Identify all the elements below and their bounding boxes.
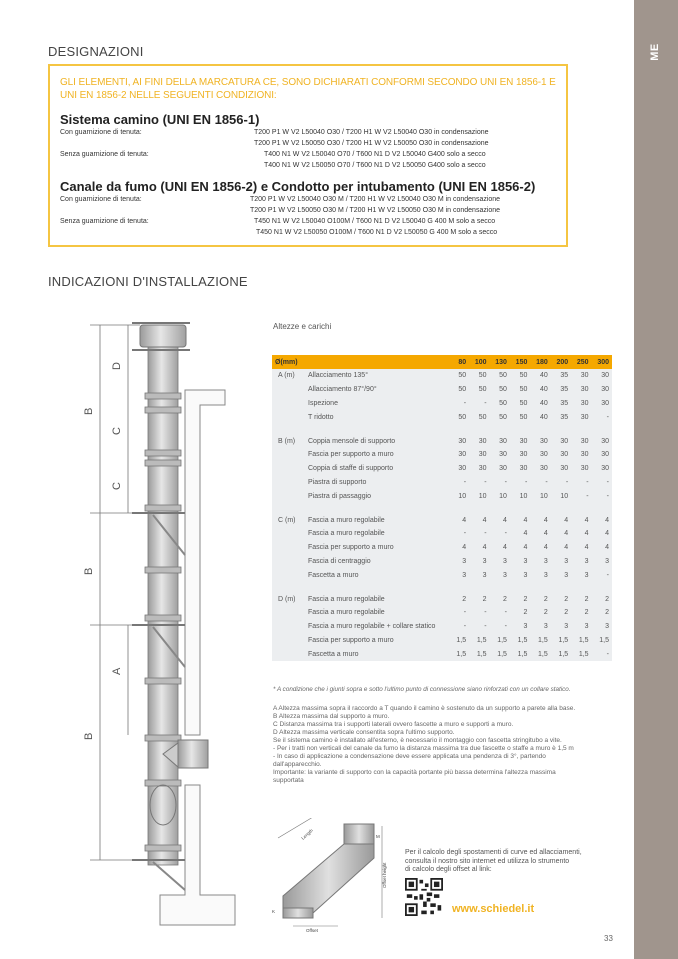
value-cell: 3 [543,557,548,565]
chimney-installation-diagram [60,315,270,945]
section-heading-sistema-camino: Sistema camino (UNI EN 1856-1) [60,112,260,127]
value-cell: - [504,609,507,617]
value-cell: - [463,609,467,617]
value-cell: 30 [478,451,487,459]
value-cell: 30 [519,465,528,473]
offset-calculator-info [405,849,605,875]
value-cell: 10 [539,492,548,500]
value-cell: 4 [584,530,589,538]
value-cell: 4 [564,516,569,524]
value-cell: 3 [462,557,467,565]
calc-line: di calcolo degli offset al link: [405,866,492,873]
value-cell: 3 [605,623,609,631]
value-cell: 1,5 [578,636,589,644]
value-cell: 50 [499,372,507,380]
group-label [272,568,305,582]
group-label [272,634,305,648]
value-cell: 2 [584,595,589,603]
value-cell: 4 [543,530,548,538]
row-name: Allacciamento 87°/90° [308,386,377,394]
dim-label-b: B [83,407,95,415]
value-cell: 3 [584,571,589,579]
designation-row: T200 P1 W V2 L50050 O30 / T200 H1 W V2 L50050 O30 in condensazione [254,140,489,147]
group-label [272,527,305,541]
value-cell: 3 [584,623,589,631]
value-cell: 30 [458,437,467,445]
value-cell: 2 [503,595,507,603]
group-label: B (m) [278,437,296,445]
value-cell: 4 [523,544,528,552]
value-cell: 30 [499,451,507,459]
value-cell: 30 [601,465,609,473]
note-line: - Per i tratti non verticali del canale da fumo la distanza massima tra due fascette o staffe a muro è 1,5 m [273,745,574,752]
value-cell: 50 [478,413,487,421]
value-cell: 4 [584,544,589,552]
value-cell: - [504,478,507,486]
value-cell: - [606,650,609,658]
value-cell: 40 [539,372,548,380]
value-cell: 1,5 [558,636,569,644]
row-name: Fascia per supporto a muro [308,451,394,459]
value-cell: 4 [482,516,487,524]
value-cell: 30 [539,465,548,473]
row-name: Fascetta a muro [308,650,359,658]
row-name: Fascia per supporto a muro [308,636,394,644]
elbow-offset-diagram [258,818,388,938]
page-number: 33 [604,934,613,943]
elbow-label-offset-height: Offset height [382,862,387,888]
value-cell: 2 [543,609,548,617]
value-cell: - [463,623,467,631]
table-row [272,513,612,527]
value-cell: 50 [499,386,507,394]
value-cell: 30 [580,465,589,473]
row-name: Fascia a muro regolabile [308,530,385,538]
header-cell: 130 [490,355,510,369]
value-cell: 4 [564,530,569,538]
header-cell: 200 [551,355,571,369]
value-cell: 50 [519,413,528,421]
value-cell: 3 [462,571,467,579]
row-name: Allacciamento 135° [308,372,368,380]
group-label [272,541,305,555]
intro-line-1: GLI ELEMENTI, AI FINI DELLA MARCATURA CE, SONO DICHIARATI CONFORMI SECONDO UNI EN 1856-1 E [60,77,556,88]
header-cell: 250 [571,355,591,369]
value-cell: 4 [564,544,569,552]
value-cell: 4 [605,530,609,538]
header-cell: 180 [530,355,550,369]
value-cell: - [606,478,609,486]
value-cell: - [586,492,589,500]
side-tab [634,0,678,959]
table-row [272,527,612,541]
calc-line: consulta il nostro sito internet ed utilizza lo strumento [405,857,570,865]
value-cell: 1,5 [599,636,609,644]
heights-loads-table [272,355,612,661]
value-cell: 30 [519,451,528,459]
value-cell: - [484,609,487,617]
elbow-label-length: Length [300,827,314,841]
value-cell: 40 [539,413,548,421]
value-cell: 4 [543,516,548,524]
row-name: Fascia a muro regolabile [308,516,385,524]
value-cell: - [463,478,467,486]
value-cell: 3 [543,571,548,579]
row-name: Coppia di staffe di supporto [308,465,394,473]
group-label [272,555,305,569]
value-cell: 30 [601,399,609,407]
calc-line: Per il calcolo degli spostamenti di curve ed allacciamenti, [405,849,582,856]
note-line: supportata [273,777,304,784]
value-cell: 30 [499,437,507,445]
designation-row: Con guarnizione di tenuta: T200 P1 W V2 L50040 O30 M / T200 H1 W V2 L50040 O30 M in condensazione [60,196,501,203]
header-cell: 80 [451,355,469,369]
value-cell: 3 [503,571,507,579]
dim-label-d: D [111,362,123,370]
value-cell: 35 [560,413,569,421]
group-label: C (m) [278,516,296,524]
value-cell: 4 [584,516,589,524]
spacer-row [272,424,612,434]
row-name: Fascia a muro regolabile [308,595,385,603]
value-cell: 1,5 [497,636,507,644]
side-tab-label: ME [648,43,661,61]
value-cell: - [606,492,609,500]
elbow-label-offset: Offset [306,928,318,933]
value-cell: - [504,530,507,538]
value-cell: 4 [605,544,609,552]
value-cell: 10 [560,492,569,500]
table-row [272,620,612,634]
value-cell: - [545,478,548,486]
designation-row: T400 N1 W V2 L50050 O70 / T600 N1 D V2 L50050 G400 solo a secco [264,162,486,169]
table-row [272,434,612,448]
row-name: Piastra di passaggio [308,492,372,500]
spacer-row [272,582,612,592]
value-cell: 30 [601,437,609,445]
group-label [272,620,305,634]
value-cell: 1,5 [578,650,589,658]
value-cell: 1,5 [558,650,569,658]
elbow-label-k: K [272,909,276,914]
table-row [272,383,612,397]
elbow-label-m: M [376,834,380,839]
section-heading-canale-da-fumo: Canale da fumo (UNI EN 1856-2) e Condotto per intubamento (UNI EN 1856-2) [60,179,536,194]
value-cell: 30 [560,451,569,459]
value-cell: 30 [580,413,589,421]
group-label [272,606,305,620]
value-cell: 40 [539,386,548,394]
table-row [272,410,612,424]
value-cell: 3 [523,557,528,565]
value-cell: 3 [564,571,569,579]
designation-row: Con guarnizione di tenuta: T200 P1 W V2 L50040 O30 / T200 H1 W V2 L50040 O30 in condensazione [60,129,489,136]
group-label [272,489,305,503]
value-cell: 30 [580,437,589,445]
value-cell: 30 [499,465,507,473]
table-row [272,462,612,476]
value-cell: 30 [601,372,609,380]
value-cell: 4 [482,544,487,552]
table-title: Altezze e carichi [273,322,332,331]
value-cell: 30 [458,451,467,459]
value-cell: 50 [458,413,467,421]
note-line: B Altezza massima dal supporto a muro. [273,713,390,720]
value-cell: 10 [478,492,487,500]
value-cell: 2 [605,595,609,603]
value-cell: 35 [560,399,569,407]
row-name: Piastra di supporto [308,478,367,486]
value-cell: - [606,413,609,421]
value-cell: 1,5 [456,636,467,644]
header-cell: 300 [592,355,612,369]
value-cell: - [586,478,589,486]
value-cell: 30 [539,437,548,445]
value-cell: 30 [580,386,589,394]
table-row [272,541,612,555]
value-cell: 2 [584,609,589,617]
value-cell: 50 [519,372,528,380]
note-line: Se il sistema camino è installato all'esterno, è necessario il montaggio con fascetta stringitubo a vite. [273,737,562,744]
note-line: D Altezza massima verticale consentita sopra l'ultimo supporto. [273,729,455,736]
value-cell: - [525,478,528,486]
value-cell: 10 [458,492,467,500]
group-label [272,383,305,397]
qr-code-icon[interactable] [405,878,443,916]
value-cell: 50 [519,399,528,407]
value-cell: 3 [523,571,528,579]
table-row [272,448,612,462]
row-name: T ridotto [308,413,334,421]
group-label: D (m) [278,595,296,603]
value-cell: 4 [543,544,548,552]
value-cell: 35 [560,372,569,380]
value-cell: - [606,571,609,579]
designation-row: Senza guarnizione di tenuta: T450 N1 W V2 L50040 O100M / T600 N1 D V2 L50040 G 400 M solo a secco [60,218,496,225]
dim-label-c: C [111,482,123,490]
header-cell: 100 [469,355,489,369]
row-name: Fascia di centraggio [308,557,371,565]
table-row [272,647,612,661]
value-cell: - [565,478,569,486]
value-cell: 3 [564,623,569,631]
value-cell: 2 [605,609,609,617]
dim-label-c: C [111,427,123,435]
header-diameter: Ø(mm) [272,355,451,369]
value-cell: 30 [580,399,589,407]
value-cell: - [463,399,467,407]
table-row [272,397,612,411]
value-cell: 30 [601,386,609,394]
value-cell: 1,5 [476,636,487,644]
note-line: - In caso di applicazione a condensazione deve essere applicata una pendenza di 3°, partendo [273,753,546,760]
value-cell: 4 [462,544,467,552]
value-cell: 2 [564,595,569,603]
value-cell: 2 [564,609,569,617]
installation-notes [273,705,615,785]
value-cell: 10 [519,492,528,500]
value-cell: 3 [482,571,487,579]
table-row [272,568,612,582]
value-cell: 3 [605,557,609,565]
note-line: dall'apparecchio. [273,761,322,768]
group-label: A (m) [278,372,295,380]
row-name: Fascia a muro regolabile [308,609,385,617]
group-label [272,647,305,661]
section-title-designazioni: DESIGNAZIONI [48,44,144,59]
value-cell: - [484,623,487,631]
row-name: Coppia mensole di supporto [308,437,396,445]
row-name: Ispezione [308,399,338,407]
value-cell: 30 [478,437,487,445]
table-row [272,489,612,503]
value-cell: 1,5 [538,650,548,658]
value-cell: 30 [539,451,548,459]
value-cell: 1,5 [538,636,548,644]
group-label [272,476,305,490]
value-cell: 40 [539,399,548,407]
table-row [272,369,612,383]
value-cell: 1,5 [517,636,528,644]
value-cell: 3 [584,557,589,565]
table-row [272,634,612,648]
group-label [272,448,305,462]
table-row [272,555,612,569]
table-row [272,606,612,620]
value-cell: 2 [523,595,528,603]
value-cell: 4 [523,530,528,538]
value-cell: 30 [478,465,487,473]
value-cell: - [504,623,507,631]
intro-line-2: UNI EN 1856-2 NELLE SEGUENTI CONDIZIONI: [60,90,277,101]
designazioni-box [48,64,568,247]
value-cell: - [484,530,487,538]
note-line: Importante: la variante di supporto con la capacità portante più bassa determina l'altezza massima [273,769,556,776]
row-name: Fascetta a muro [308,571,359,579]
value-cell: 3 [503,557,507,565]
designation-row: T450 N1 W V2 L50050 O100M / T600 N1 D V2 L50050 G 400 M solo a secco [256,229,498,236]
value-cell: 30 [580,451,589,459]
value-cell: 1,5 [497,650,507,658]
dim-label-b: B [83,567,95,575]
value-cell: 30 [458,465,467,473]
table-header-row [272,355,612,369]
value-cell: - [484,478,487,486]
value-cell: - [463,530,467,538]
group-label [272,410,305,424]
section-title-installazione: INDICAZIONI D'INSTALLAZIONE [48,274,248,289]
value-cell: 1,5 [456,650,467,658]
intro-text [60,76,556,102]
value-cell: 2 [482,595,487,603]
note-line: C Distanza massima tra i supporti laterali ovvero fascette a muro e supporti a muro. [273,721,514,728]
designation-row: T200 P1 W V2 L50050 O30 M / T200 H1 W V2 L50050 O30 M in condensazione [250,207,501,214]
value-cell: 3 [543,623,548,631]
website-link[interactable]: www.schiedel.it [452,903,535,915]
value-cell: 35 [560,386,569,394]
row-name: Fascia per supporto a muro [308,544,394,552]
value-cell: 4 [605,516,609,524]
value-cell: 50 [458,372,467,380]
value-cell: 50 [499,413,507,421]
dim-label-a: A [111,667,123,675]
value-cell: 50 [458,386,467,394]
value-cell: 50 [499,399,507,407]
value-cell: - [484,399,487,407]
table-row [272,476,612,490]
table-row [272,592,612,606]
note-line: A Altezza massima sopra il raccordo a T quando il camino è sostenuto da un supporto a parete alla base. [273,705,576,712]
row-name: Fascia a muro regolabile + collare statico [308,623,436,631]
value-cell: 2 [462,595,467,603]
value-cell: 50 [478,372,487,380]
value-cell: 1,5 [476,650,487,658]
value-cell: 10 [499,492,507,500]
value-cell: 30 [560,437,569,445]
spacer-row [272,503,612,513]
value-cell: 30 [519,437,528,445]
value-cell: 4 [503,544,507,552]
value-cell: 2 [543,595,548,603]
designation-row: Senza guarnizione di tenuta: T400 N1 W V2 L50040 O70 / T600 N1 D V2 L50040 G400 solo a secco [60,151,486,158]
value-cell: 4 [462,516,467,524]
value-cell: 30 [601,451,609,459]
value-cell: 2 [523,609,528,617]
value-cell: 50 [478,386,487,394]
value-cell: 4 [523,516,528,524]
value-cell: 30 [560,465,569,473]
value-cell: 50 [519,386,528,394]
header-cell: 150 [510,355,530,369]
value-cell: 30 [580,372,589,380]
value-cell: 1,5 [517,650,528,658]
value-cell: 3 [564,557,569,565]
group-label [272,397,305,411]
value-cell: 3 [482,557,487,565]
value-cell: 4 [503,516,507,524]
value-cell: 3 [523,623,528,631]
table-footnote: * A condizione che i giunti sopra e sotto l'ultimo punto di connessione siano rinforzati con un collare statico. [273,686,571,693]
dim-label-b: B [83,732,95,740]
group-label [272,462,305,476]
